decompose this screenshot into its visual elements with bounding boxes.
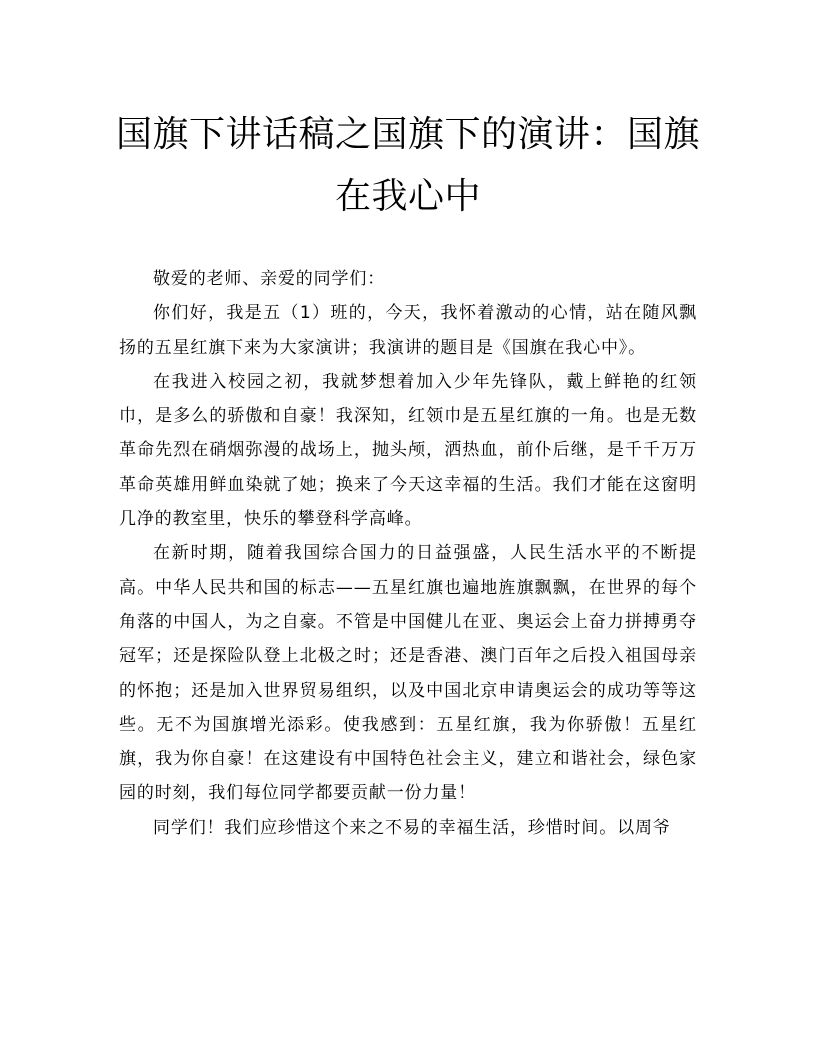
salutation-paragraph: 敬爱的老师、亲爱的同学们： — [153, 269, 386, 289]
body-paragraph: 你们好，我是五（1）班的，今天，我怀着激动的心情，站在随风飘扬的五星红旗下来为大家演讲；我演讲的题目是《国旗在我心中》。 — [119, 303, 697, 358]
document-body — [119, 262, 697, 845]
body-paragraph: 在我进入校园之初，我就梦想着加入少年先锋队，戴上鲜艳的红领巾，是多么的骄傲和自豪！我深知，红领巾是五星红旗的一角。也是无数革命先烈在硝烟弥漫的战场上，抛头颅，洒热血，前仆后继，是千千万万革命英雄用鲜血染就了她；换来了今天这幸福的生活。我们才能在这窗明几净的教室里，快乐的攀登科学高峰。 — [119, 371, 697, 530]
document-title: 国旗下讲话稿之国旗下的演讲：国旗在我心中 — [115, 114, 700, 217]
body-paragraph: 同学们！我们应珍惜这个来之不易的幸福生活，珍惜时间。以周爷 — [153, 817, 671, 838]
body-paragraph: 在新时期，随着我国综合国力的日益强盛，人民生活水平的不断提高。中华人民共和国的标志——五星红旗也遍地旌旗飘飘，在世界的每个角落的中国人，为之自豪。不管是中国健儿在亚、奥运会上奋力拼搏勇夺冠军；还是探险队登上北极之时；还是香港、澳门百年之后投入祖国母亲的怀抱；还是加入世界贸易组织，以及中国北京申请奥运会的成功等等这些。无不为国旗增光添彩。使我感到：五星红旗，我为你骄傲！五星红旗，我为你自豪！在这建设有中国特色社会主义，建立和谐社会，绿色家园的时刻，我们每位同学都要贡献一份力量！ — [119, 543, 697, 804]
